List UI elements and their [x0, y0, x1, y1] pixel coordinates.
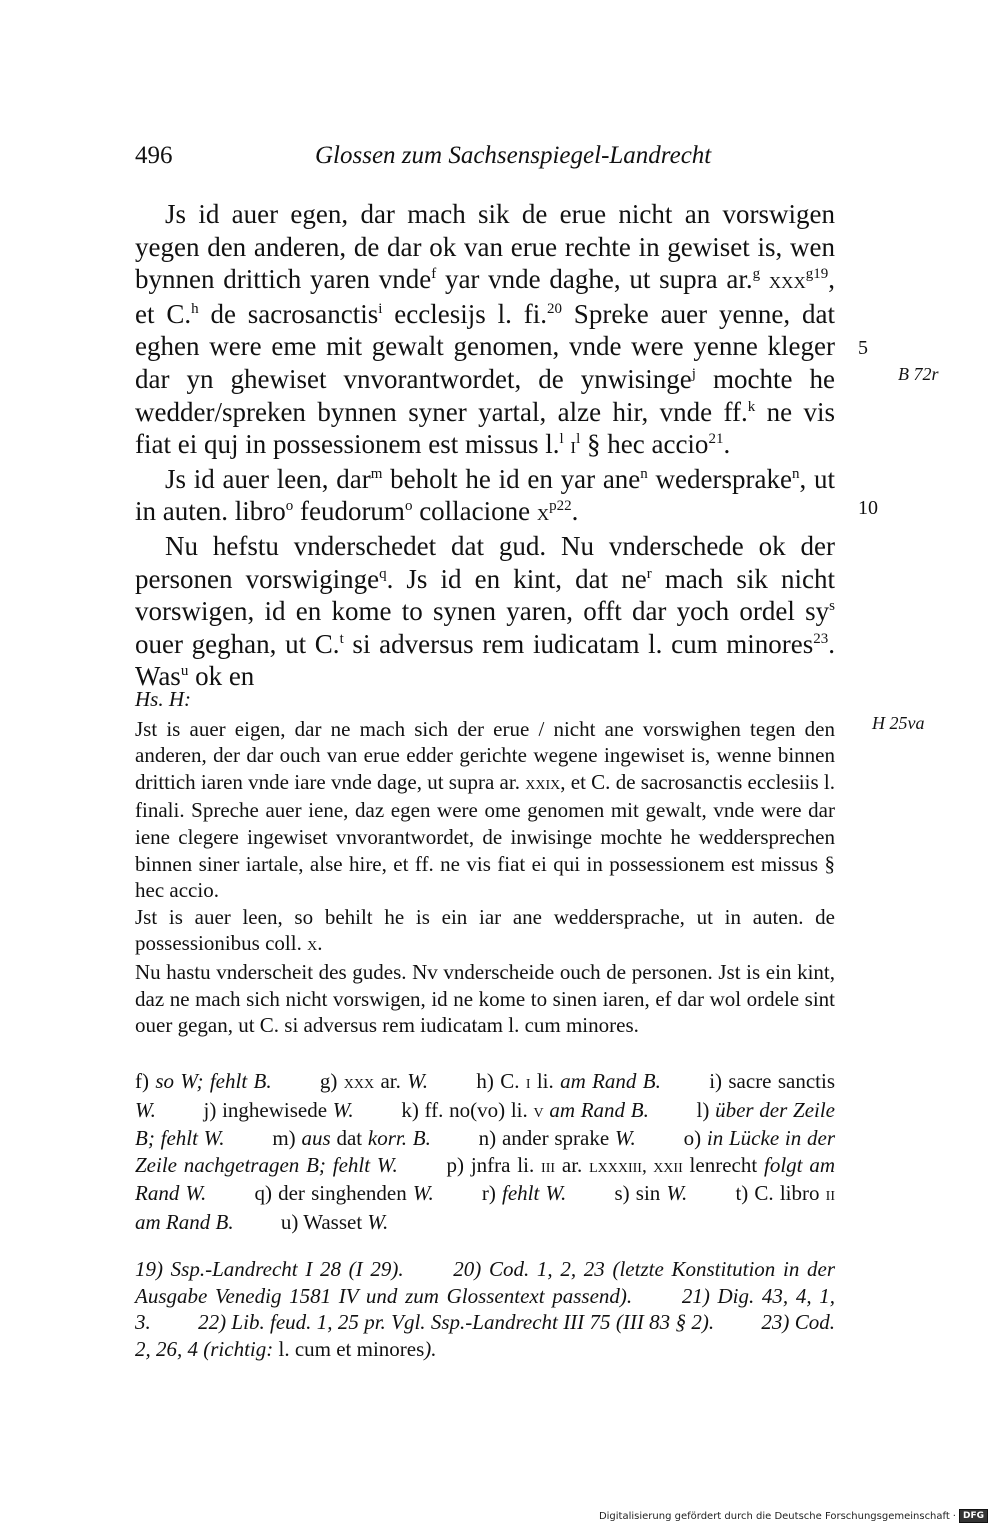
main-paragraph-2: Js id auer leen, dar$^m$ beholt he id en yar ane$^n$ wedersprake$^n$, ut in auten. libro$^o$ feudorum$^o$ collacione $x^{p22}$. — [135, 463, 835, 527]
main-text — [135, 198, 835, 693]
page-header — [135, 142, 835, 178]
running-title: Glossen zum Sachsenspiegel-Landrecht — [315, 142, 712, 169]
manuscript-label: Hs. H: — [135, 687, 191, 711]
commentary-notes — [135, 1256, 835, 1362]
note-20: 20) Cod. 1, 2, 23 (letzte Konstitution in der Ausgabe Venedig 1581 IV und zum Glossentext passend). — [135, 1257, 836, 1308]
hs-paragraph-2: Jst is auer leen, so behilt he is ein iar ane weddersprache, ut in auten. de possessionibus coll. x. — [135, 904, 835, 956]
line-number-10: 10 — [858, 497, 878, 519]
siglum-h25va: H 25va — [872, 713, 925, 733]
note-19: 19) Ssp.-Landrecht I 28 (I 29). — [135, 1257, 404, 1281]
credit-text: Digitalisierung gefördert durch die Deutsche Forschungsgemeinschaft — [598, 1510, 950, 1522]
manuscript-h-section — [135, 686, 835, 1039]
dfg-logo: DFG — [959, 1509, 988, 1523]
page-number: 496 — [135, 142, 173, 169]
note-22: 22) Lib. feud. 1, 25 pr. Vgl. Ssp.-Landrecht III 75 (III 83 § 2). — [198, 1310, 715, 1335]
hs-paragraph-3: Nu hastu vnderscheit des gudes. Nv vnderscheide ouch de personen. Jst is ein kint, daz ne mach sich nicht vorswigen, id ne kome to sinen iaren, ef dar wol ordele sint ouer gegan, ut C. si adversus rem iudicatam l. cum minores. — [135, 959, 835, 1038]
siglum-b72r: B 72r — [898, 364, 939, 384]
line-number-5: 5 — [858, 337, 868, 359]
digitization-credit: Digitalisierung gefördert durch die Deutsche Forschungsgemeinschaft · DFG — [599, 1508, 988, 1524]
note-21: 21) Dig. 43, 4, 1, 3. — [135, 1283, 835, 1335]
variant-apparatus: f) so W; fehlt B. g) xxx ar. W. h) C. i li. am Rand B. i) sacre sanctis W. j) inghewisede W. k) ff. no(vo) li. v am Rand B. l) über der Zeile B; fehlt W. m) aus dat korr. B. n) ander sprake W. o) in Lücke in der Zeile nachgetragen B; fehlt W. p) jnfra li. iii ar. lxxxiii, xxii lenrecht folgt am Rand W. q) der singhenden W. r) fehlt W. s) sin W. t) C. libro ii am Rand B. u) Wasset W. — [135, 1069, 836, 1234]
main-paragraph-3: Nu hefstu vnderschedet dat gud. Nu vnderschede ok der personen vorswiginge$^q$. Js id en kint, dat $ne^r$ mach sik nicht vorswigen, id en kome to synen yaren, offt dar yoch ordel $sy^s$ ouer geghan, ut C.$^t$ si adversus rem iudicatam l. cum minores$^{23}$. Was$^u$ ok en — [135, 530, 836, 692]
note-23: 23) Cod. 2, 26, 4 (richtig: l. cum et minores). — [135, 1310, 836, 1361]
hs-paragraph-1: Jst is auer eigen, dar ne mach sich der erue / nicht ane vorswighen tegen den anderen, der dar ouch van erue edder gerichte wegene ingewiset is, wenne binnen drittich iaren vnde iare vnde dage, ut supra ar. xxix, et C. de sacrosanctis ecclesiis l. finali. Spreche auer iene, daz egen were ome genomen mit gewalt, vnde were dar iene clegere ingewiset vnvorantwordet, de inwisinge mochte he weddersprechen binnen siner iartale, alse hire, et ff. ne vis fiat ei qui in possessionem est missus § hec accio. — [135, 716, 835, 903]
main-paragraph-1: Js id auer egen, dar mach sik de erue nicht an vorswigen yegen den anderen, de dar ok van erue rechte in gewiset is, wen bynnen drittich yaren vnde$^f$ yar vnde daghe, ut supra ar.$^g$ xxx$^{g19}$, et C.$^h$ de sacrosanctis$^i$ ecclesijs l. fi.$^{20}$ Spreke auer yenne, dat eghen were eme mit gewalt genomen, vnde were yenne kleger dar yn ghewiset vnvorantwordet, de ynwisinge$^j$ mochte he wedder/spreken bynnen syner yartal, alze hir, vnde ff.$^k$ ne vis fiat ei quj in possessionem est missus l.$^l$ $i^l$ § hec accio$^{21}$. — [135, 199, 836, 460]
